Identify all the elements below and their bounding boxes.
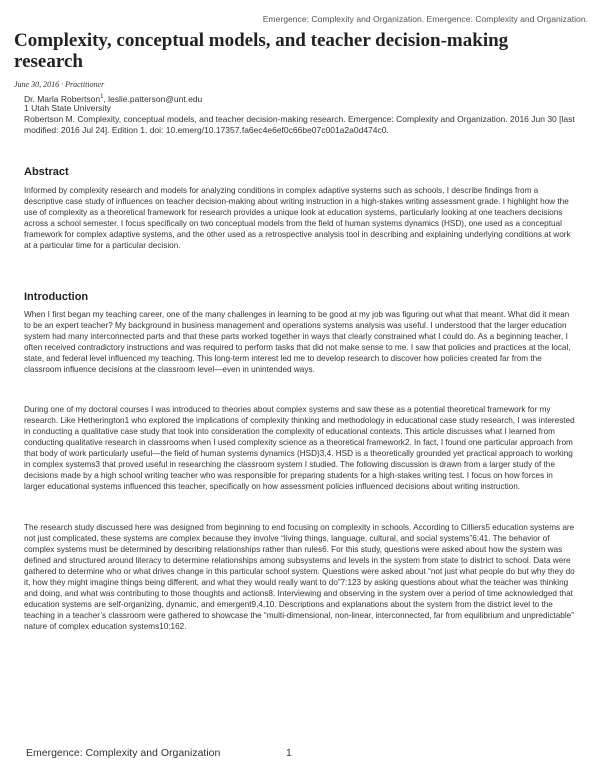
intro-paragraph-3: The research study discussed here was designed from beginning to end focusing on complexity in schools. According to Cilliers5 education systems are not just complicated, these systems are complex because they involve “living things, language, cultural, and social systems”6:41. The behavior of complex systems must be determined by describing relationships rather than rules6. For this study, questions were asked about how the system was defined and structured around literacy to determine relationships among subsystems and levels in the system from state to district to school. Data were gathered to determine who or what drives change in this particular school system. Questions were asked about “not just what people do but why they do it, how they might imagine things being different, and what they would really want to do”7:123 by asking questions about what the teacher was thinking and doing, and what was contributing to those thoughts and actions8. Interviewing and observing in the system over a period of time acknowledged that education systems are self-organizing, dynamic, and emergent9,4,10. Descriptions and explanations about the system from the district level to the teaching in a teacher’s classroom were gathered to showcase the “multi-dimensional, non-linear, interconnected, far from equilibrium and unpredictable” nature of complex education systems10:162.: [24, 523, 575, 631]
running-head: Emergence: Complexity and Organization. Emergence: Complexity and Organization.: [262, 14, 588, 24]
author-name: Dr. Marla Robertson: [24, 93, 101, 104]
affiliation: 1 Utah State University: [24, 103, 111, 113]
abstract-heading: Abstract: [24, 166, 69, 178]
footer-page-number: 1: [286, 747, 292, 759]
date-line: June 30, 2016 · Practitioner: [14, 80, 105, 89]
intro-paragraph-1: When I first began my teaching career, one of the many challenges in learning to be good at my job was figuring out what that meant. What did it mean to be an expert teacher? My background in business management and operations systems analysis was useful. I understood that the larger education system had many interconnected parts and that these parts worked together in ways that clearly constrained what I could do. As a beginning teacher, I often received contradictory instructions and was required to perform tasks that did not make sense to me. I saw that policies and practices at the local, state, and federal level influenced my teaching. This long-term interest led me to develop research to discover how policies created far from the classroom influence decisions at the classroom level—even in unintended ways.: [24, 310, 571, 374]
author-email[interactable]: , leslie.patterson@unt.edu: [103, 93, 203, 104]
footer-journal-name: Emergence: Complexity and Organization: [26, 747, 221, 759]
introduction-heading: Introduction: [24, 291, 89, 303]
intro-paragraph-2: During one of my doctoral courses I was introduced to theories about complex systems and saw these as a potential theoretical framework for my research. Like Hetherington1 who explored the implications of complexity thinking and methodology in educational case study research, I was interested in conducting a qualitative case study that took into consideration the complexity of educational contexts. This article discusses what I learned from conducting qualitative research in classrooms when I used complexity science as a theoretical framework2. In fact, I found one particular approach from that body of work particularly useful—the field of human systems dynamics (HSD)3,4. HSD is a theoretically grounded yet practical approach to working in complex systems3 that proved useful in researching the classroom system I studied. The following discussion is drawn from a larger study of the decisions made by a high school writing teacher who was responsible for preparing students for a high-stakes writing test. I focus on how forces in larger educational systems influenced this teacher, specifically on how assessment policies influenced decisions about writing instruction.: [24, 405, 575, 491]
page-title: Complexity, conceptual models, and teacher decision-making research: [14, 30, 509, 72]
citation: Robertson M. Complexity, conceptual models, and teacher decision-making research. Emergence: Complexity and Organization. 2016 Jun 30 [last modified: 2016 Jul 24]. Edition 1. doi: 10.emerg/10.17357.fa6ec4e6ef0c66be07c001a2a0d474c0.: [24, 114, 575, 135]
author-affiliation-marker: 1: [100, 94, 104, 100]
abstract-text: Informed by complexity research and models for analyzing conditions in complex adaptive systems such as schools, I describe findings from a descriptive case study of influences on teacher decision-making about writing instruction in a high-stakes writing assessment grade. I highlight how the use of complexity as a theoretical framework for research provides a unique look at education systems, particularly looking at one teachers decisions across a school semester. I focus specifically on two conceptual models from the field of human systems dynamics (HSD), one used as a conceptual framework for complex adaptive systems, and the other used as a retrospective analysis tool in describing and explaining underlying conditions at work at a particular time for a particular decision.: [24, 186, 571, 250]
